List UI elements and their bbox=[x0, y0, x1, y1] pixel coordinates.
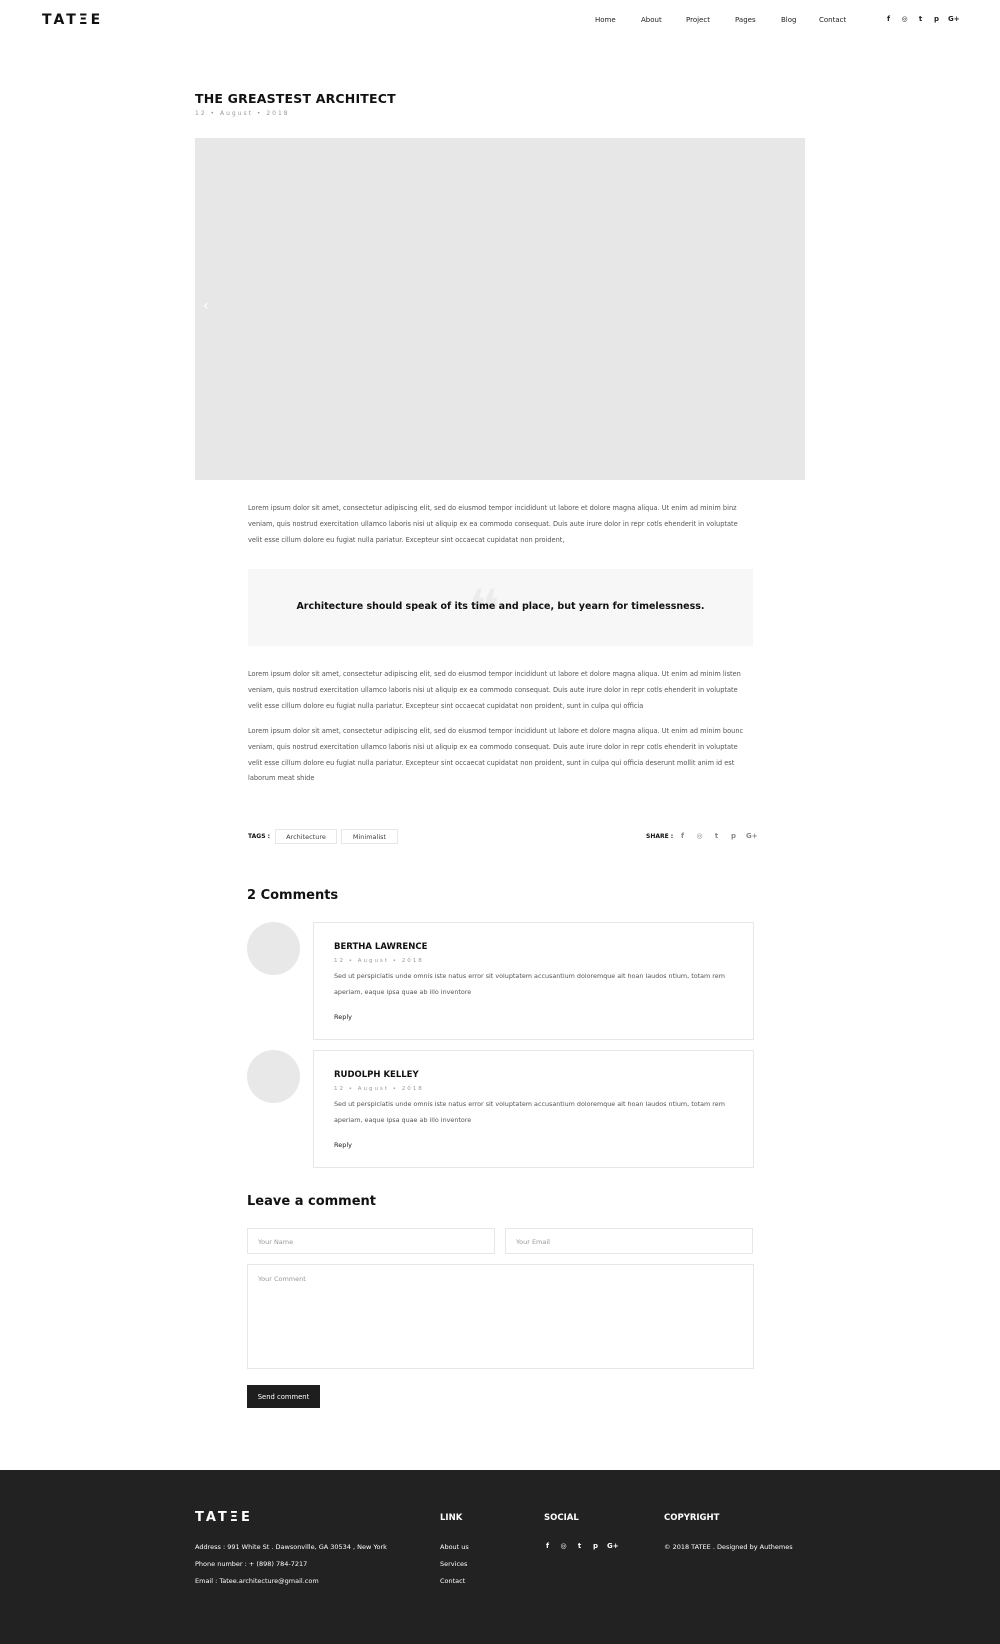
comment-date: 12 • August • 2018 bbox=[334, 1086, 424, 1092]
instagram-icon[interactable]: ◎ bbox=[696, 832, 703, 840]
footer-link-about[interactable]: About us bbox=[440, 1543, 469, 1551]
comment-text: Sed ut perspiciatis unde omnis iste natus error sit voluptatem accusantium doloremque alt hoan laudos ntium, totam rem aperiam, eaque ipsa quae ab illo inventore bbox=[334, 1100, 725, 1124]
comment-author: BERTHA LAWRENCE bbox=[334, 942, 428, 952]
nav-project[interactable]: Project bbox=[686, 16, 710, 24]
post-paragraph: Lorem ipsum dolor sit amet, consectetur adipiscing elit, sed do eiusmod tempor incididunt ut labore et dolore magna aliqua. Ut enim ad minim bounc veniam, quis nostrud exercitation ullamco laboris nisi ut aliquip ex ea commodo consequat. Duis aute irure dolor in repr cotls ehenderit in voluptate velit esse cillum dolore eu fugiat nulla pariatur. Excepteur sint occaecat cupidatat non proident, sunt in culpa qui officia deserunt mollit anim id est laborum meat shide bbox=[248, 727, 744, 783]
avatar bbox=[247, 1050, 300, 1103]
leave-comment-title: Leave a comment bbox=[247, 1194, 377, 1209]
nav-contact[interactable]: Contact bbox=[819, 16, 847, 24]
quote-text: Architecture should speak of its time and place, but yearn for timelessness. bbox=[296, 601, 705, 612]
name-input[interactable]: Your Name bbox=[247, 1228, 495, 1254]
comment-text: Sed ut perspiciatis unde omnis iste natus error sit voluptatem accusantium doloremque alt hoan laudos ntium, totam rem aperiam, eaque ipsa quae ab illo inventore bbox=[334, 972, 725, 996]
post-paragraph: Lorem ipsum dolor sit amet, consectetur adipiscing elit, sed do eiusmod tempor incididunt ut labore et dolore magna aliqua. Ut enim ad minim listen veniam, quis nostrud exercitation ullamco laboris nisi ut aliquip ex ea commodo consequat. Duis aute irure dolor in repr cotls ehenderit in voluptate velit esse cillum dolore eu fugiat nulla pariatur. Excepteur sint occaecat cupidatat non proident, sunt in culpa qui officia bbox=[248, 670, 741, 710]
twitter-icon[interactable]: t bbox=[714, 832, 719, 840]
facebook-icon[interactable]: f bbox=[545, 1542, 550, 1550]
comment-date: 12 • August • 2018 bbox=[334, 958, 424, 964]
reply-link[interactable]: Reply bbox=[334, 1013, 353, 1021]
footer-link-heading: LINK bbox=[440, 1513, 463, 1523]
comment bbox=[247, 1050, 754, 1168]
twitter-icon[interactable]: t bbox=[577, 1542, 582, 1550]
facebook-icon[interactable]: f bbox=[680, 832, 685, 840]
nav-home[interactable]: Home bbox=[595, 16, 616, 24]
comment-textarea[interactable]: Your Comment bbox=[247, 1264, 754, 1369]
footer-address: Address : 991 White St . Dawsonville, GA 30534 , New York bbox=[195, 1543, 387, 1551]
google-plus-icon[interactable]: G+ bbox=[746, 832, 758, 840]
facebook-icon[interactable]: f bbox=[886, 15, 891, 23]
tags-share-row bbox=[248, 829, 758, 845]
main-nav bbox=[595, 16, 859, 24]
tag-architecture[interactable]: Architecture bbox=[275, 829, 337, 844]
share-label: SHARE : bbox=[646, 833, 674, 840]
google-plus-icon[interactable]: G+ bbox=[607, 1542, 619, 1550]
send-comment-button[interactable]: Send comment bbox=[247, 1385, 320, 1408]
email-input[interactable]: Your Email bbox=[505, 1228, 753, 1254]
tag-minimalist[interactable]: Minimalist bbox=[341, 829, 398, 844]
header-social bbox=[884, 15, 960, 23]
nav-blog[interactable]: Blog bbox=[781, 16, 797, 24]
nav-pages[interactable]: Pages bbox=[735, 16, 756, 24]
reply-link[interactable]: Reply bbox=[334, 1141, 353, 1149]
comment-box bbox=[313, 1050, 754, 1168]
comments-title: 2 Comments bbox=[247, 888, 339, 903]
copyright-text: © 2018 TATEE . Designed by Authemes bbox=[664, 1543, 793, 1551]
instagram-icon[interactable]: ◎ bbox=[901, 15, 908, 23]
footer-copyright-heading: COPYRIGHT bbox=[664, 1513, 720, 1523]
image-slider[interactable] bbox=[195, 138, 805, 480]
pinterest-icon[interactable]: p bbox=[592, 1542, 598, 1550]
share-icons bbox=[678, 832, 758, 840]
pinterest-icon[interactable]: p bbox=[933, 15, 939, 23]
tags-label: TAGS : bbox=[248, 833, 271, 840]
pinterest-icon[interactable]: p bbox=[730, 832, 736, 840]
blockquote bbox=[248, 569, 753, 646]
comment-author: RUDOLPH KELLEY bbox=[334, 1070, 419, 1080]
google-plus-icon[interactable]: G+ bbox=[948, 15, 960, 23]
site-footer bbox=[0, 1470, 1000, 1644]
avatar bbox=[247, 922, 300, 975]
comment-box bbox=[313, 922, 754, 1040]
footer-link-contact[interactable]: Contact bbox=[440, 1577, 466, 1585]
post-paragraph: Lorem ipsum dolor sit amet, consectetur adipiscing elit, sed do eiusmod tempor incididunt ut labore et dolore magna aliqua. Ut enim ad minim binz veniam, quis nostrud exercitation ullamco laboris nisi ut aliquip ex ea commodo consequat. Duis aute irure dolor in repr cotls ehenderit in voluptate velit esse cillum dolore eu fugiat nulla pariatur. Excepteur sint occaecat cupidatat non proident, bbox=[248, 504, 738, 544]
chevron-left-icon[interactable]: ‹ bbox=[203, 298, 209, 314]
comment bbox=[247, 922, 754, 1040]
footer-link-services[interactable]: Services bbox=[440, 1560, 468, 1568]
footer-logo[interactable]: TATΞE bbox=[195, 1510, 253, 1525]
footer-social bbox=[543, 1542, 619, 1550]
post-date: 12 • August • 2018 bbox=[195, 110, 290, 117]
nav-about[interactable]: About bbox=[641, 16, 662, 24]
quote-icon: ❝ bbox=[468, 577, 501, 647]
post-title: THE GREASTEST ARCHITECT bbox=[195, 91, 396, 106]
instagram-icon[interactable]: ◎ bbox=[560, 1542, 567, 1550]
twitter-icon[interactable]: t bbox=[918, 15, 923, 23]
footer-social-heading: SOCIAL bbox=[544, 1513, 579, 1523]
footer-email: Email : Tatee.architecture@gmail.com bbox=[195, 1577, 319, 1585]
site-header bbox=[0, 0, 1000, 42]
footer-phone: Phone number : + (898) 784-7217 bbox=[195, 1560, 308, 1568]
site-logo[interactable]: TATΞE bbox=[42, 12, 104, 28]
